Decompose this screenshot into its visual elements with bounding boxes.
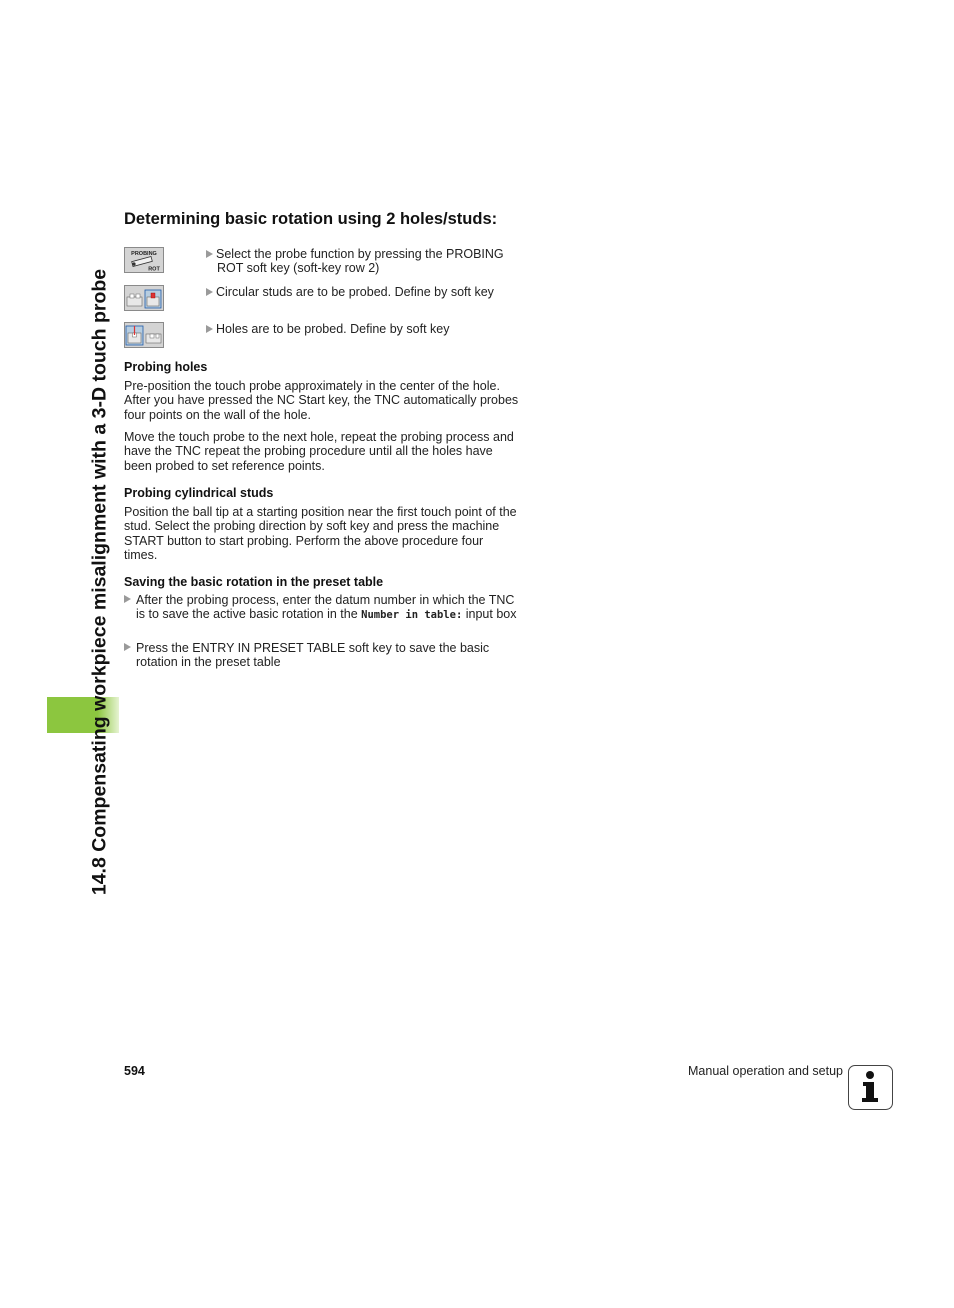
step-arrow-icon (124, 595, 131, 603)
saving-step-1: After the probing process, enter the datum number in which the TNC is to save the active basic rotation in the Number in table: input box (124, 593, 520, 623)
probing-studs-title: Probing cylindrical studs (124, 486, 274, 500)
section-side-title: 14.8 Compensating workpiece misalignment with a 3-D touch probe (88, 268, 111, 896)
saving-rotation-title: Saving the basic rotation in the preset table (124, 575, 384, 589)
number-in-table-field-name: Number in table: (361, 609, 463, 622)
circular-studs-softkey-icon[interactable] (124, 285, 164, 311)
saving-step-2: Press the ENTRY IN PRESET TABLE soft key to save the basic rotation in the preset table (124, 641, 520, 670)
probing-studs-paragraph: Position the ball tip at a starting position near the first touch point of the stud. Select the probing direction by soft key and press the machine START button to start probing. Perform the above procedure four times. (124, 505, 517, 562)
svg-text:PROBING: PROBING (131, 251, 157, 257)
probing-holes-title: Probing holes (124, 360, 208, 374)
step-arrow-icon (124, 643, 131, 651)
page-number: 594 (124, 1064, 145, 1078)
step-arrow-icon (206, 250, 213, 258)
svg-text:ROT: ROT (148, 266, 160, 272)
page-heading: Determining basic rotation using 2 holes/studs: (124, 210, 498, 228)
step-holes: Holes are to be probed. Define by soft key (206, 322, 516, 336)
step-circular-studs: Circular studs are to be probed. Define by soft key (206, 285, 516, 299)
footer-chapter-title: Manual operation and setup (688, 1064, 843, 1078)
step-arrow-icon (206, 288, 213, 296)
probing-holes-paragraph-1: Pre-position the touch probe approximately in the center of the hole. After you have pressed the NC Start key, the TNC automatically probes four points on the wall of the hole. (124, 379, 519, 422)
step-arrow-icon (206, 325, 213, 333)
holes-softkey-icon[interactable] (124, 322, 164, 348)
step-select-probe-function: Select the probe function by pressing the PROBING ROT soft key (soft-key row 2) (206, 247, 516, 275)
info-icon (848, 1065, 893, 1110)
probing-rot-softkey-icon[interactable] (124, 247, 164, 273)
probing-holes-paragraph-2: Move the touch probe to the next hole, repeat the probing process and have the TNC repeat the probing procedure until all the holes have been probed to set reference points. (124, 430, 514, 473)
